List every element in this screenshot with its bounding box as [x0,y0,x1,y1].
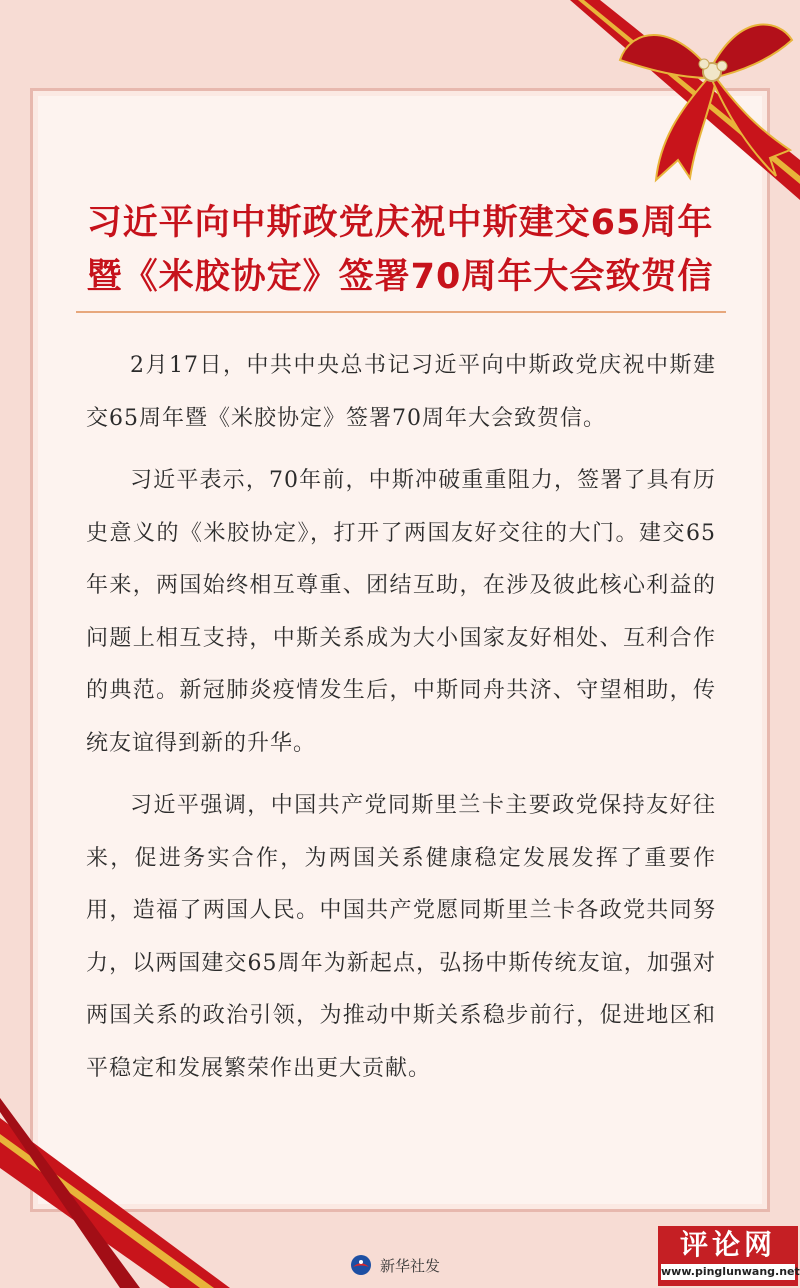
xinhua-logo-icon [350,1254,372,1276]
paragraph-2: 习近平表示，70年前，中斯冲破重重阻力，签署了具有历史意义的《米胶协定》，打开了两国友好交往的大门。建交65年来，两国始终相互尊重、团结互助，在涉及彼此核心利益的问题上相互支持，中斯关系成为大小国家友好相处、互利合作的典范。新冠肺炎疫情发生后，中斯同舟共济、守望相助，传统友谊得到新的升华。 [86,468,716,756]
paragraph-1: 2月17日，中共中央总书记习近平向中斯政党庆祝中斯建交65周年暨《米胶协定》签署70周年大会致贺信。 [86,353,716,431]
source-credit [350,1252,440,1278]
watermark-url: www.pinglunwang.net [661,1265,800,1278]
title-line-2: 暨《米胶协定》签署70周年大会致贺信 [86,257,714,297]
letter-body [86,340,716,1105]
source-label: 新华社发 [380,1256,441,1275]
watermark [658,1226,798,1286]
title-divider [76,311,726,313]
watermark-title: 评论网 [679,1228,776,1261]
title-line-1: 习近平向中斯政党庆祝中斯建交65周年 [86,203,714,243]
page-title [40,196,760,304]
paragraph-3: 习近平强调，中国共产党同斯里兰卡主要政党保持友好往来，促进务实合作，为两国关系健康稳定发展发挥了重要作用，造福了两国人民。中国共产党愿同斯里兰卡各政党共同努力，以两国建交65周年为新起点，弘扬中斯传统友谊，加强对两国关系的政治引领，为推动中斯关系稳步前行，促进地区和平稳定和发展繁荣作出更大贡献。 [86,793,716,1081]
